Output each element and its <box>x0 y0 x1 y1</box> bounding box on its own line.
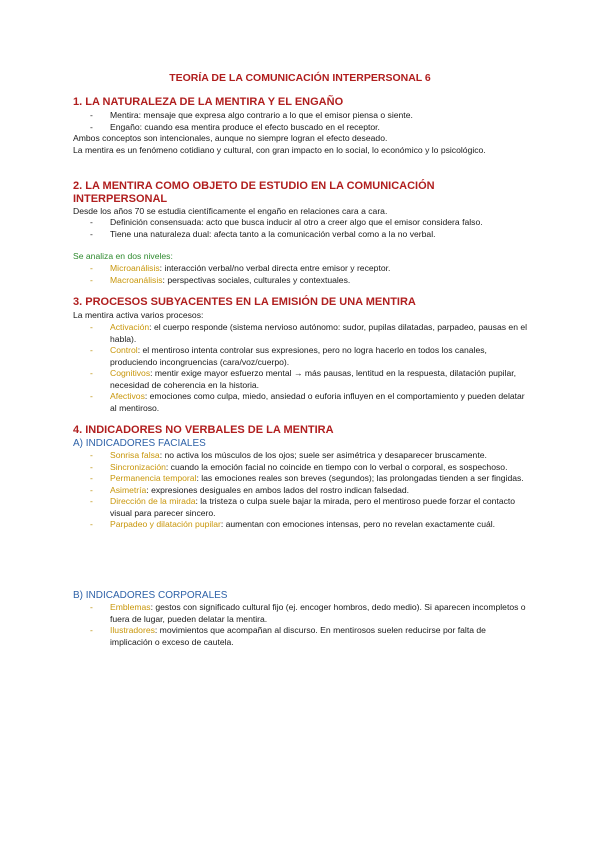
list-item: - Ilustradores: movimientos que acompañan al discurso. En mentirosos suelen reducirse por falta de implicación o exceso de cautela. <box>90 625 486 647</box>
list-item: - Activación: el cuerpo responde (sistema nervioso autónomo: sudor, pupilas dilatadas, parpadeo, pausas en el habla). <box>90 322 528 344</box>
list-item: - Sincronización: cuando la emoción facial no coincide en tiempo con lo verbal o corporal, es sospechoso. <box>90 461 508 472</box>
list-item: - Sonrisa falsa: no activa los músculos de los ojos; suele ser asimétrica y desaparecer bruscamente. <box>90 450 487 460</box>
list-item: - Parpadeo y dilatación pupilar: aumentan con emociones intensas, pero no revelan exactamente cuál. <box>90 519 496 529</box>
list-item: - Permanencia temporal: las emociones reales son breves (segundos); las prolongadas tienden a ser fingidas. <box>90 473 524 483</box>
section-1-heading: 1. LA NATURALEZA DE LA MENTIRA Y EL ENGAÑO <box>73 96 344 108</box>
list-item: - Tiene una naturaleza dual: afecta tanto a la comunicación verbal como a la no verbal. <box>90 228 436 239</box>
list-item: - Afectivos: emociones como culpa, miedo, ansiedad o euforia influyen en el comportamiento y pueden delatar al mentiroso. <box>90 391 525 413</box>
levels-list <box>90 263 530 286</box>
list-item: - Engaño: cuando esa mentira produce el efecto buscado en el receptor. <box>90 121 380 132</box>
section-1-list <box>90 110 530 133</box>
list-item: - Mentira: mensaje que expresa algo contrario a lo que el emisor piensa o siente. <box>90 110 413 120</box>
facial-indicators-list <box>90 450 530 531</box>
section-1-paragraph: La mentira es un fenómeno cotidiano y cultural, con gran impacto en lo social, lo económico y lo psicológico. <box>73 145 486 155</box>
body-indicators-list <box>90 602 530 648</box>
subsection-a-heading: A) INDICADORES FACIALES <box>73 438 206 449</box>
subsection-b-heading: B) INDICADORES CORPORALES <box>73 590 228 601</box>
section-3-list <box>90 322 530 414</box>
list-item: - Microanálisis: interacción verbal/no verbal directa entre emisor y receptor. <box>90 263 391 273</box>
section-3-heading: 3. PROCESOS SUBYACENTES EN LA EMISIÓN DE UNA MENTIRA <box>73 296 416 308</box>
section-2-intro: Desde los años 70 se estudia científicamente el engaño en relaciones cara a cara. <box>73 206 388 216</box>
section-2-heading: 2. LA MENTIRA COMO OBJETO DE ESTUDIO EN LA COMUNICACIÓN INTERPERSONAL <box>73 180 435 205</box>
list-item: - Control: el mentiroso intenta controlar sus expresiones, pero no logra hacerlo en todos los canales, produciendo incongruencias (cara/voz/cuerpo). <box>90 345 487 367</box>
levels-label: Se analiza en dos niveles: <box>73 251 173 261</box>
section-4-heading: 4. INDICADORES NO VERBALES DE LA MENTIRA <box>73 424 334 436</box>
document-title: TEORÍA DE LA COMUNICACIÓN INTERPERSONAL 6 <box>169 72 431 84</box>
section-3-intro: La mentira activa varios procesos: <box>73 310 204 320</box>
section-2-list <box>90 217 510 240</box>
list-item: - Macroanálisis: perspectivas sociales, culturales y contextuales. <box>90 274 351 285</box>
list-item: - Dirección de la mirada: la tristeza o culpa suele bajar la mirada, pero el mentiroso puede forzar el contacto visual para parecer sincero. <box>90 496 516 518</box>
list-item: - Definición consensuada: acto que busca inducir al otro a creer algo que el emisor considera falso. <box>90 217 483 227</box>
list-item: - Emblemas: gestos con significado cultural fijo (ej. encoger hombros, dedo medio). Si aparecen incompletos o fuera de lugar, pueden delatar la mentira. <box>90 602 526 624</box>
list-item: - Cognitivos: mentir exige mayor esfuerzo mental → más pausas, lentitud en la respuesta, dilatación pupilar, necesidad de coherencia en la historia. <box>90 368 517 390</box>
section-1-paragraph: Ambos conceptos son intencionales, aunque no siempre logran el efecto deseado. <box>73 133 388 143</box>
list-item: - Asimetría: expresiones desiguales en ambos lados del rostro indican falsedad. <box>90 484 410 495</box>
